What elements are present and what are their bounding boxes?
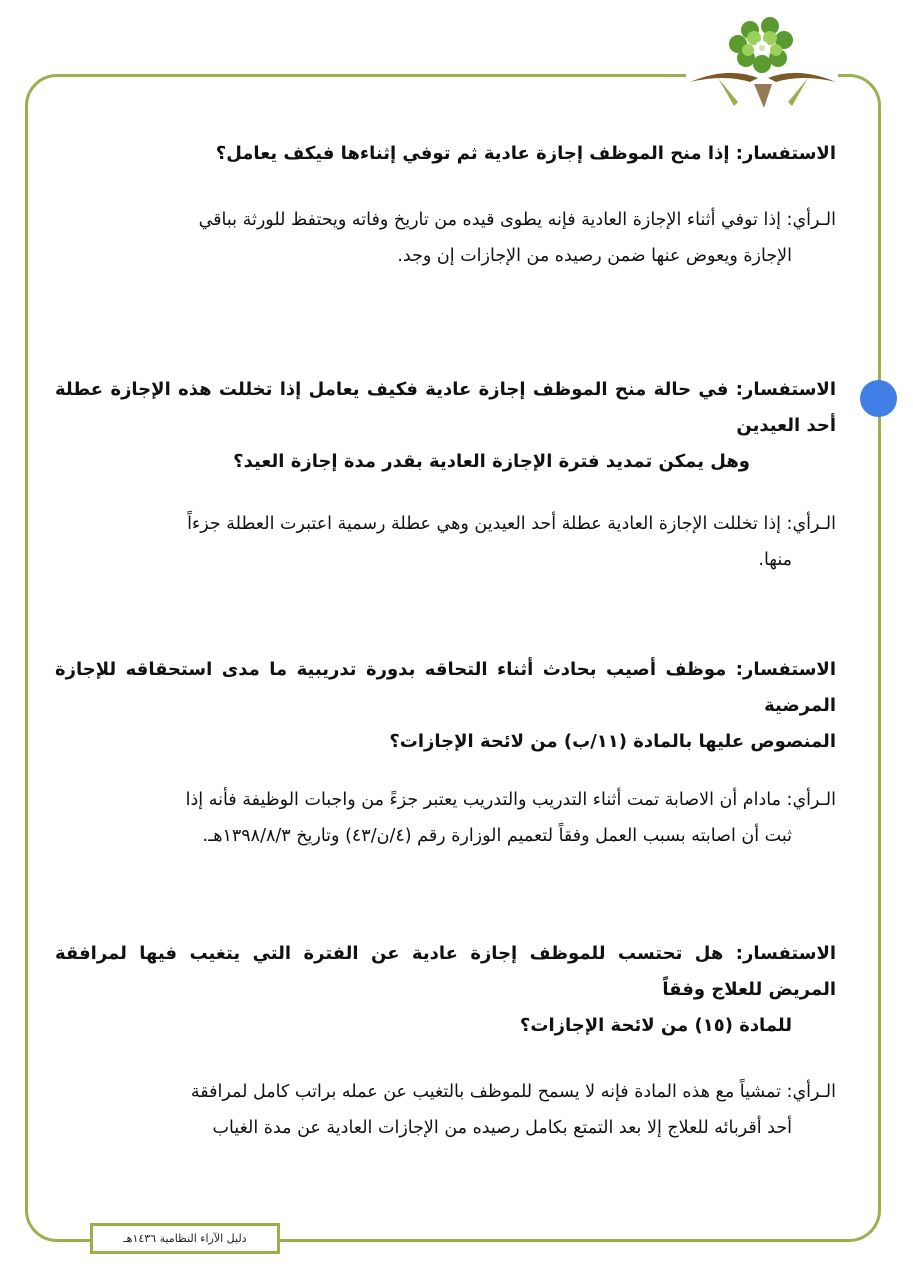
qa-entry [55, 372, 840, 578]
qa-entry [55, 652, 840, 854]
question-label: الاستفسار [743, 943, 837, 964]
answer: الـرأي: تمشياً مع هذه المادة فإنه لا يسمح للموظف بالتغيب عن عمله براتب كامل لمرافقة أحد أقربائه للعلاج إلا بعد التمتع بكامل رصيده من الإجازات العادية عن مدة الغياب [55, 1074, 840, 1146]
answer-text-continued: ثبت أن اصابته بسبب العمل وفقاً لتعميم الوزارة رقم (٤/ن/٤٣) وتاريخ ١٣٩٨/٨/٣هـ. [202, 826, 792, 846]
answer: الـرأي: إذا تخللت الإجازة العادية عطلة أحد العيدين وهي عطلة رسمية اعتبرت العطلة جزءاً منها. [55, 506, 840, 578]
answer-text: تمشياً مع هذه المادة فإنه لا يسمح للموظف بالتغيب عن عمله براتب كامل لمرافقة [190, 1082, 781, 1102]
qa-entry [55, 936, 840, 1146]
answer-label: الـرأي [792, 790, 836, 810]
question-text-continued: المنصوص عليها بالمادة (١١/ب) من لائحة الإجازات؟ [389, 731, 836, 752]
answer-text-continued: منها. [758, 550, 792, 570]
answer: الـرأي: مادام أن الاصابة تمت أثناء التدريب والتدريب يعتبر جزءً من واجبات الوظيفة فأنه إذا ثبت أن اصابته بسبب العمل وفقاً لتعميم الوزارة رقم (٤/ن/٤٣) وتاريخ ١٣٩٨/٨/٣هـ. [55, 782, 840, 854]
question-text: هل تحتسب للموظف إجازة عادية عن الفترة التي يتغيب فيها لمرافقة المريض للعلاج وفقاً [55, 943, 836, 1000]
question-text-continued: وهل يمكن تمديد فترة الإجازة العادية بقدر مدة إجازة العيد؟ [233, 451, 750, 472]
question-label: الاستفسار [742, 659, 836, 680]
question: الاستفسار: موظف أصيب بحادث أثناء التحاقه بدورة تدريبية ما مدى استحقاقه للإجازة المرضية المنصوص عليها بالمادة (١١/ب) من لائحة الإجازات؟ [55, 652, 840, 760]
qa-entry [55, 136, 840, 274]
question-label: الاستفسار [742, 143, 836, 164]
question-label: الاستفسار [742, 379, 836, 400]
question: الاستفسار: في حالة منح الموظف إجازة عادية فكيف يعامل إذا تخللت هذه الإجازة عطلة أحد العيدين وهل يمكن تمديد فترة الإجازة العادية بقدر مدة إجازة العيد؟ [55, 372, 840, 480]
question-text: موظف أصيب بحادث أثناء التحاقه بدورة تدريبية ما مدى استحقاقه للإجازة المرضية [55, 659, 836, 716]
answer-text: إذا توفي أثناء الإجازة العادية فإنه يطوى قيده من تاريخ وفاته ويحتفظ للورثة بباقي [198, 210, 781, 230]
answer-text: مادام أن الاصابة تمت أثناء التدريب والتدريب يعتبر جزءً من واجبات الوظيفة فأنه إذا [185, 790, 781, 810]
question-text: إذا منح الموظف إجازة عادية ثم توفي إثناءها فيكف يعامل؟ [215, 143, 730, 164]
blue-marker-dot [860, 380, 897, 417]
emblem-logo-icon [688, 8, 838, 112]
answer-label: الـرأي [792, 210, 836, 230]
question: الاستفسار: هل تحتسب للموظف إجازة عادية عن الفترة التي يتغيب فيها لمرافقة المريض للعلاج وفقاً للمادة (١٥) من لائحة الإجازات؟ [55, 936, 840, 1044]
answer: الـرأي: إذا توفي أثناء الإجازة العادية فإنه يطوى قيده من تاريخ وفاته ويحتفظ للورثة بباقي الإجازة ويعوض عنها ضمن رصيده من الإجازات إن وجد. [55, 202, 840, 274]
answer-text-continued: الإجازة ويعوض عنها ضمن رصيده من الإجازات إن وجد. [397, 246, 792, 266]
question-text: في حالة منح الموظف إجازة عادية فكيف يعامل إذا تخللت هذه الإجازة عطلة أحد العيدين [55, 379, 836, 436]
answer-label: الـرأي [792, 1082, 836, 1102]
answer-text: إذا تخللت الإجازة العادية عطلة أحد العيدين وهي عطلة رسمية اعتبرت العطلة جزءاً [187, 514, 781, 534]
question-text-continued: للمادة (١٥) من لائحة الإجازات؟ [519, 1015, 792, 1036]
answer-text-continued: أحد أقربائه للعلاج إلا بعد التمتع بكامل رصيده من الإجازات العادية عن مدة الغياب [212, 1118, 792, 1138]
question: الاستفسار: إذا منح الموظف إجازة عادية ثم توفي إثناءها فيكف يعامل؟ [215, 143, 836, 164]
footer-label: دليل الآراء النظامية ١٤٣٦هـ [90, 1223, 280, 1254]
answer-label: الـرأي [792, 514, 836, 534]
